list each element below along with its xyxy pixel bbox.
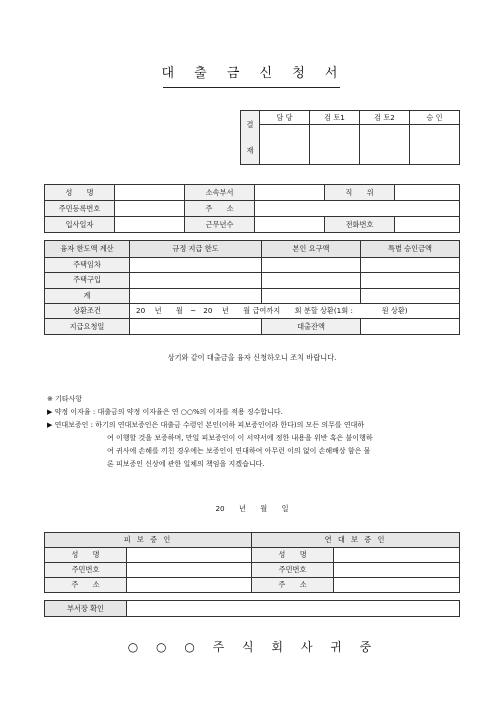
label-affiliation: 소속부서: [185, 185, 255, 201]
label-guaranteed-address: 주 소: [45, 578, 127, 593]
row-housing-purchase: 주택구입: [45, 273, 130, 288]
notes-item-guarantor-1: ▶ 연대보증인 : 하기의 연대보증인은 대출금 수령인 본인(이하 피보증인이라 한다)의 모든 의무를 연대하: [47, 421, 365, 429]
approval-header-review2: 검 토2: [360, 111, 410, 125]
approval-sign-review2[interactable]: [360, 125, 410, 165]
field-join-date[interactable]: [115, 217, 185, 233]
approval-side-bottom: 재: [246, 145, 254, 155]
date-line: 20 년 월 일: [215, 504, 289, 513]
label-name: 성 명: [45, 185, 115, 201]
label-join-date: 입사일자: [45, 217, 115, 233]
approval-sign-review1[interactable]: [310, 125, 360, 165]
field-phone[interactable]: [395, 217, 460, 233]
field-purchase-request[interactable]: [262, 273, 361, 288]
header-request: 본인 요구액: [262, 241, 361, 258]
label-repayment: 상환조건: [45, 303, 130, 318]
approval-side-label: [241, 111, 260, 165]
label-joint-address: 주 소: [252, 578, 334, 593]
field-rent-request[interactable]: [262, 257, 361, 272]
field-purchase-special[interactable]: [361, 273, 460, 288]
label-joint-id: 주민번호: [252, 563, 334, 578]
field-address[interactable]: [255, 201, 460, 217]
notes-item-guarantor-4: 론 피보증인 신상에 관한 일체의 책임을 지겠습니다.: [107, 460, 265, 468]
field-guaranteed-address[interactable]: [127, 578, 252, 593]
field-name[interactable]: [115, 185, 185, 201]
row-housing-rent: 주택임차: [45, 257, 130, 272]
field-dept-head[interactable]: [127, 601, 460, 617]
label-joint-name: 성 명: [252, 548, 334, 563]
field-purchase-limit[interactable]: [130, 273, 262, 288]
applicant-table: [44, 184, 460, 233]
row-total: 계: [45, 288, 130, 303]
label-guaranteed-name: 성 명: [45, 548, 127, 563]
field-guaranteed-id[interactable]: [127, 563, 252, 578]
field-rent-limit[interactable]: [130, 257, 262, 272]
guarantor-table: [44, 532, 460, 593]
approval-header-review1: 검 토1: [310, 111, 360, 125]
notes-section: [47, 393, 467, 471]
field-rent-special[interactable]: [361, 257, 460, 272]
header-guaranteed-person: 피 보 증 인: [45, 533, 252, 548]
document-title: 대 출 금 신 청 서: [161, 66, 343, 81]
label-address: 주 소: [185, 201, 255, 217]
notes-item-guarantor-3: 여 귀사에 손해를 끼친 경우에는 보증인이 연대하여 아무런 이의 없이 손해배상 함은 물: [107, 447, 371, 455]
notes-item-interest: ▶ 약정 이자율 : 대출금의 약정 이자율은 연 ○○%의 이자를 적용 징수합니다.: [47, 408, 283, 416]
field-joint-name[interactable]: [334, 548, 460, 563]
header-joint-guarantor: 연 대 보 증 인: [252, 533, 460, 548]
field-guaranteed-name[interactable]: [127, 548, 252, 563]
label-dept-head: 부서장 확인: [45, 601, 127, 617]
field-position[interactable]: [395, 185, 460, 201]
request-statement: 상기와 같이 대출금을 융자 신청하오니 조치 바랍니다.: [167, 353, 337, 362]
field-total-limit[interactable]: [130, 288, 262, 303]
field-total-special[interactable]: [361, 288, 460, 303]
label-payment-date: 지급요청일: [45, 319, 130, 335]
approval-sign-approve[interactable]: [410, 125, 460, 165]
field-years-service[interactable]: [255, 217, 325, 233]
field-loan-balance[interactable]: [361, 319, 460, 335]
field-affiliation[interactable]: [255, 185, 325, 201]
header-limit: 규정 지급 한도: [130, 241, 262, 258]
label-id-number: 주민등록번호: [45, 201, 115, 217]
header-limit-calc: 융자 한도액 계산: [45, 241, 130, 258]
notes-item-guarantor-2: 여 이행할 것을 보증하며, 만일 피보증인이 이 서약서에 정한 내용을 위반 혹은 불이행하: [107, 434, 373, 442]
notes-heading: ※ 기타사항: [47, 395, 83, 403]
company-footer: ○ ○ ○ 주 식 회 사 귀 중: [127, 640, 377, 654]
approval-table: [240, 110, 460, 165]
loan-table: [44, 240, 460, 335]
approval-header-staff: 담 당: [260, 111, 310, 125]
label-position: 직 위: [325, 185, 395, 201]
field-joint-id[interactable]: [334, 563, 460, 578]
label-years-service: 근무년수: [185, 217, 255, 233]
label-phone: 전화번호: [325, 217, 395, 233]
approval-side-top: 결: [246, 119, 254, 129]
field-total-request[interactable]: [262, 288, 361, 303]
approval-sign-staff[interactable]: [260, 125, 310, 165]
label-loan-balance: 대출잔액: [262, 319, 361, 335]
header-special: 특별 승인금액: [361, 241, 460, 258]
field-joint-address[interactable]: [334, 578, 460, 593]
field-repayment-terms[interactable]: 20 년 월 ~ 20 년 월 급여까지 회 분할 상환(1회 : 원 상환): [130, 303, 460, 318]
approval-header-approve: 승 인: [410, 111, 460, 125]
label-guaranteed-id: 주민번호: [45, 563, 127, 578]
field-payment-date[interactable]: [130, 319, 262, 335]
dept-head-table: [44, 600, 460, 617]
field-id-number[interactable]: [115, 201, 185, 217]
title-underline: [163, 87, 340, 88]
